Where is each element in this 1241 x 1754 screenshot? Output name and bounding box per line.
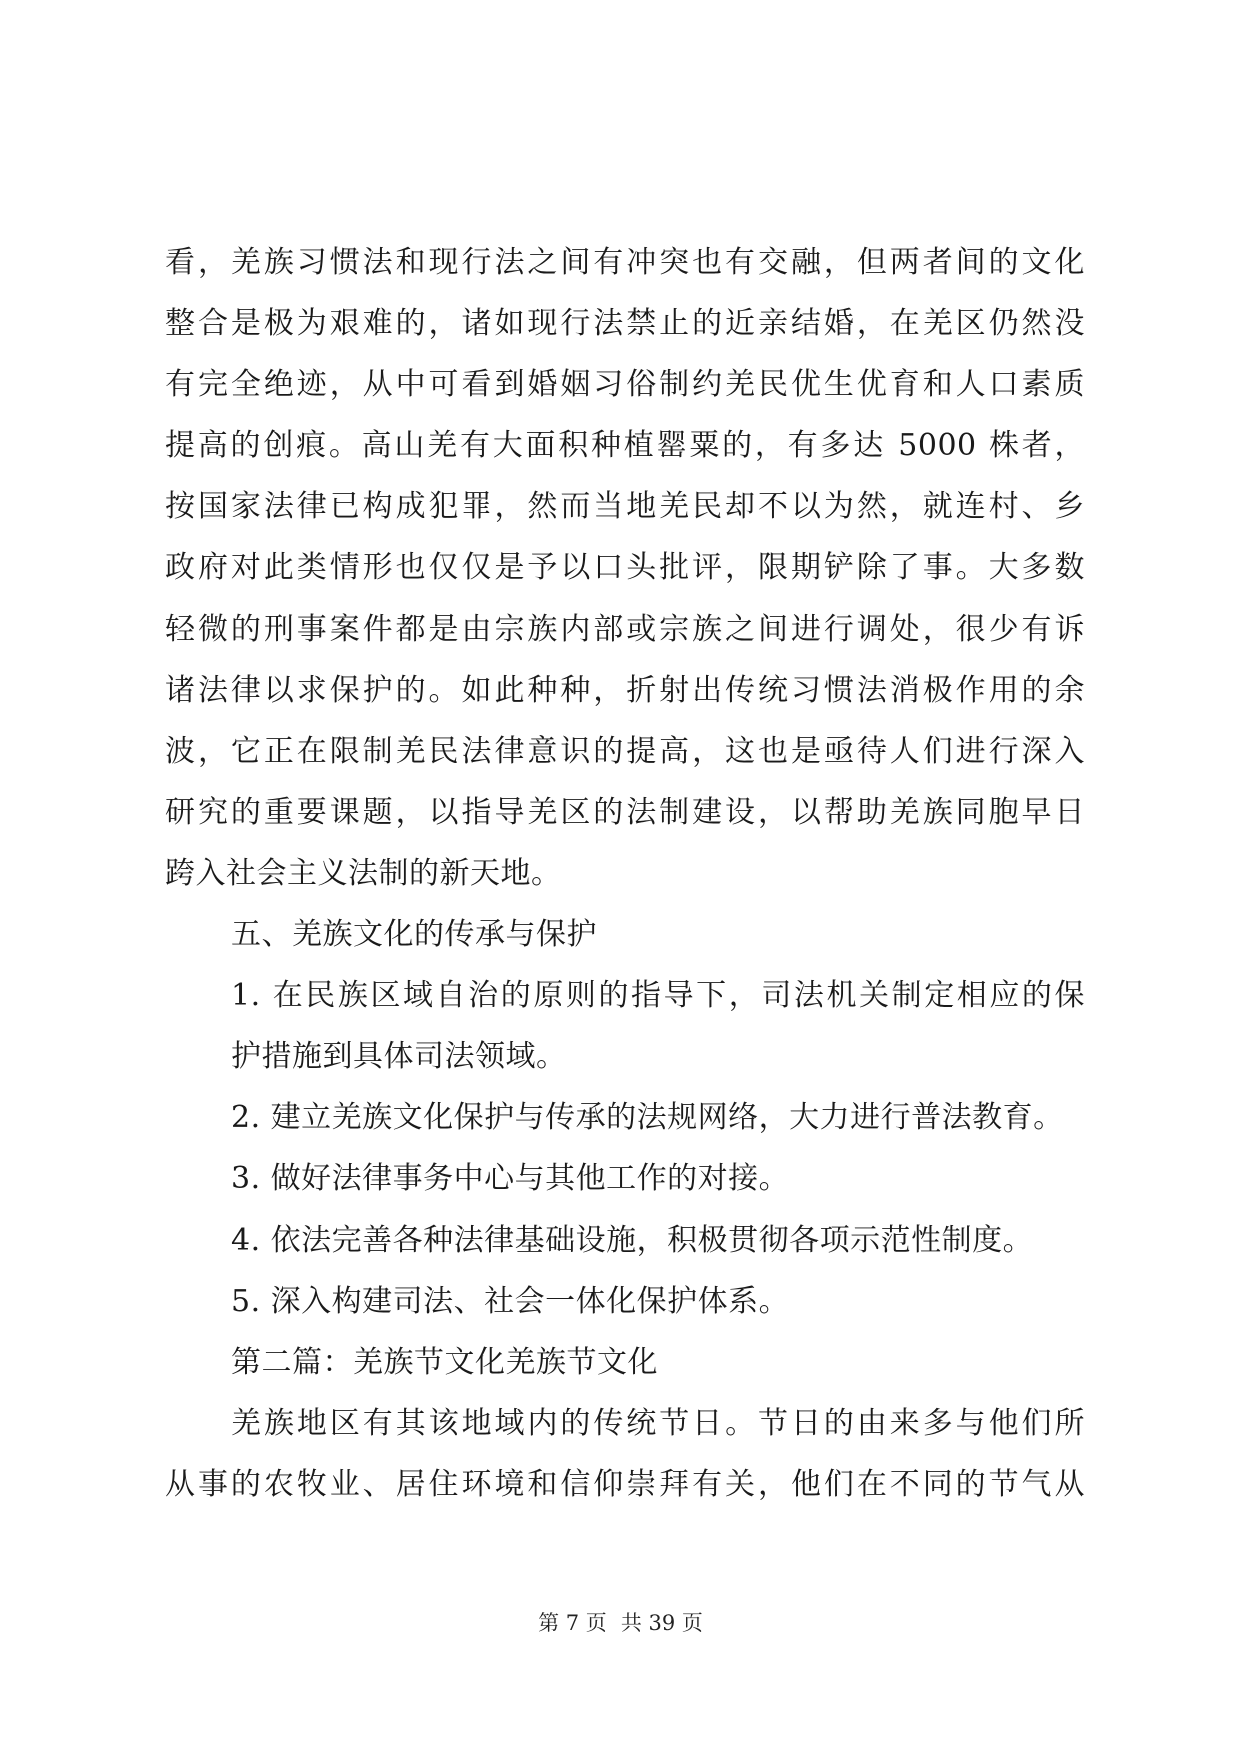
list-item: 4. 依法完善各种法律基础设施，积极贯彻各项示范性制度。 [231, 1222, 1034, 1258]
text-line: 有完全绝迹，从中可看到婚姻习俗制约羌民优生优育和人口素质 [165, 367, 1085, 403]
list-item: 2. 建立羌族文化保护与传承的法规网络，大力进行普法教育。 [231, 1100, 1064, 1136]
text-line: 轻微的刑事案件都是由宗族内部或宗族之间进行调处，很少有诉 [165, 611, 1085, 647]
text-line: 波，它正在限制羌民法律意识的提高，这也是亟待人们进行深入 [165, 733, 1085, 769]
chapter-heading: 第二篇：羌族节文化羌族节文化 [231, 1344, 658, 1380]
text-line: 羌族地区有其该地域内的传统节日。节日的由来多与他们所 [231, 1405, 1085, 1441]
text-line: 按国家法律已构成犯罪，然而当地羌民却不以为然，就连村、乡 [165, 489, 1085, 525]
list-item-continuation: 护措施到具体司法领域。 [231, 1039, 567, 1075]
text-line: 跨入社会主义法制的新天地。 [165, 855, 562, 891]
page-footer [0, 1608, 1241, 1638]
list-item: 1. 在民族区域自治的原则的指导下，司法机关制定相应的保 [231, 978, 1085, 1014]
document-body [165, 232, 1085, 1515]
list-item: 3. 做好法律事务中心与其他工作的对接。 [231, 1161, 790, 1197]
section-heading: 五、羌族文化的传承与保护 [231, 917, 597, 953]
text-line: 政府对此类情形也仅仅是予以口头批评，限期铲除了事。大多数 [165, 550, 1085, 586]
text-line: 整合是极为艰难的，诸如现行法禁止的近亲结婚，在羌区仍然没 [165, 306, 1085, 342]
text-line: 诸法律以求保护的。如此种种，折射出传统习惯法消极作用的余 [165, 672, 1085, 708]
text-line: 提高的创痕。高山羌有大面积种植罂粟的，有多达 5000 株者， [165, 428, 1085, 464]
list-item: 5. 深入构建司法、社会一体化保护体系。 [231, 1283, 790, 1319]
text-line: 研究的重要课题，以指导羌区的法制建设，以帮助羌族同胞早日 [165, 794, 1085, 830]
text-line: 看，羌族习惯法和现行法之间有冲突也有交融，但两者间的文化 [165, 245, 1085, 280]
page-total: 共 39 页 [620, 1611, 703, 1635]
text-line: 从事的农牧业、居住环境和信仰崇拜有关，他们在不同的节气从 [165, 1466, 1085, 1502]
page-number: 第 7 页 [538, 1611, 607, 1635]
